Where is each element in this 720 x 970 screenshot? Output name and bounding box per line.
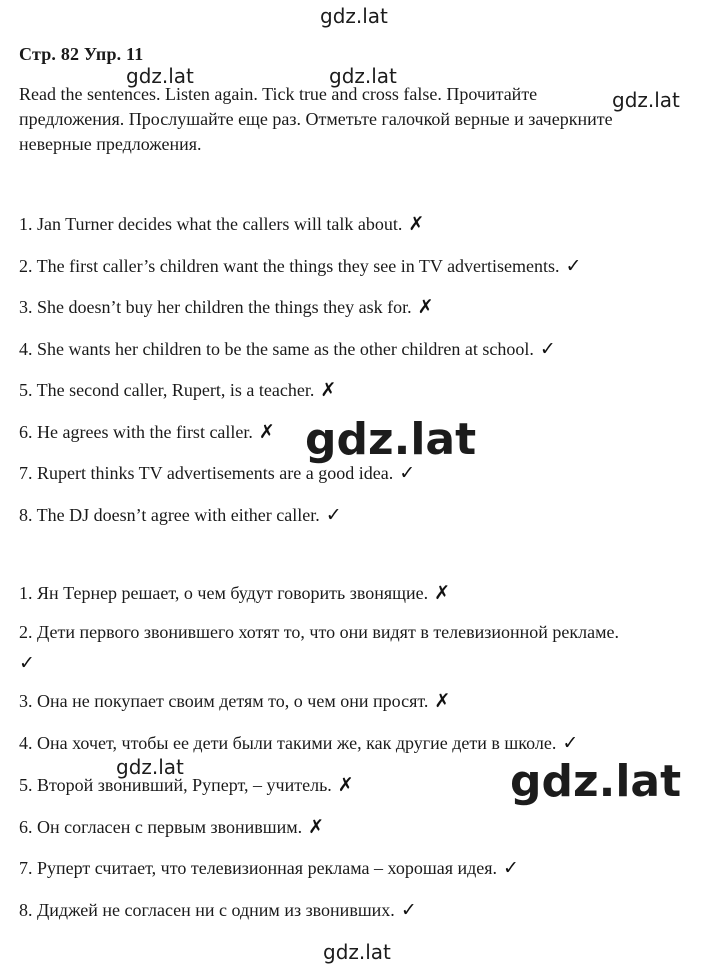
russian-item-text: 3. Она не покупает своим детям то, о чем они просят. (19, 691, 429, 711)
english-item-text: 7. Rupert thinks TV advertisements are a good idea. (19, 463, 394, 483)
russian-item-text: 4. Она хочет, чтобы ее дети были такими же, как другие дети в школе. (19, 733, 557, 753)
watermark-upper-right: gdz.lat (612, 88, 680, 112)
russian-item-1 (19, 581, 450, 605)
russian-item-text: 6. Он согласен с первым звонившим. (19, 817, 303, 837)
cross-mark-icon: ✗ (408, 213, 425, 235)
english-item-text: 6. He agrees with the first caller. (19, 422, 253, 442)
english-item-4 (19, 337, 556, 361)
english-item-text: 1. Jan Turner decides what the callers will talk about. (19, 214, 403, 234)
exercise-instructions: Read the sentences. Listen again. Tick true and cross false. Прочитайте предложения. Прослушайте еще раз. Отметьте галочкой верные и зачеркните неверные предложения. (19, 84, 613, 154)
russian-item-text: 1. Ян Тернер решает, о чем будут говорить звонящие. (19, 583, 429, 603)
russian-item-3 (19, 689, 450, 713)
cross-mark-icon: ✗ (308, 816, 325, 838)
russian-item-6 (19, 815, 324, 839)
watermark-bottom: gdz.lat (323, 940, 391, 964)
check-mark-icon: ✓ (565, 255, 582, 277)
english-item-6 (19, 420, 275, 444)
russian-item-7 (19, 856, 519, 880)
cross-mark-icon: ✗ (434, 582, 451, 604)
english-item-text: 5. The second caller, Rupert, is a teacher. (19, 380, 315, 400)
watermark-lower-right-large: gdz.lat (510, 756, 682, 807)
english-item-text: 8. The DJ doesn’t agree with either caller. (19, 505, 320, 525)
english-item-8 (19, 503, 342, 527)
english-item-text: 2. The first caller’s children want the things they see in TV advertisements. (19, 256, 560, 276)
english-item-5 (19, 378, 336, 402)
exercise-heading: Стр. 82 Упр. 11 (19, 44, 144, 64)
watermark-middle-large: gdz.lat (305, 414, 477, 465)
cross-mark-icon: ✗ (417, 296, 434, 318)
check-mark-icon: ✓ (400, 899, 417, 921)
check-mark-icon: ✓ (325, 504, 342, 526)
russian-item-text: 2. Дети первого звонившего хотят то, что они видят в телевизионной рекламе. (19, 622, 620, 642)
watermark-upper-left: gdz.lat (126, 64, 194, 88)
watermark-lower-left: gdz.lat (116, 755, 184, 779)
check-mark-icon: ✓ (19, 652, 35, 674)
cross-mark-icon: ✗ (337, 774, 354, 796)
english-item-text: 4. She wants her children to be the same as the other children at school. (19, 339, 534, 359)
russian-item-5 (19, 773, 354, 797)
cross-mark-icon: ✗ (320, 379, 337, 401)
check-mark-icon: ✓ (503, 857, 519, 879)
check-mark-icon: ✓ (562, 732, 579, 754)
cross-mark-icon: ✗ (258, 421, 275, 443)
russian-item-text: 5. Второй звонивший, Руперт, – учитель. (19, 775, 332, 795)
english-item-text: 3. She doesn’t buy her children the things they ask for. (19, 297, 412, 317)
russian-item-text: 7. Руперт считает, что телевизионная реклама – хорошая идея. (19, 858, 498, 878)
russian-item-text: 8. Диджей не согласен ни с одним из звонивших. (19, 900, 395, 920)
russian-item-4 (19, 731, 578, 755)
russian-item-2 (19, 617, 719, 679)
english-item-1 (19, 212, 424, 236)
check-mark-icon: ✓ (399, 462, 416, 484)
english-item-2 (19, 254, 581, 278)
english-item-3 (19, 295, 434, 319)
watermark-top: gdz.lat (320, 4, 388, 28)
watermark-upper-center: gdz.lat (329, 64, 397, 88)
check-mark-icon: ✓ (539, 338, 556, 360)
russian-item-8 (19, 898, 417, 922)
cross-mark-icon: ✗ (434, 690, 451, 712)
